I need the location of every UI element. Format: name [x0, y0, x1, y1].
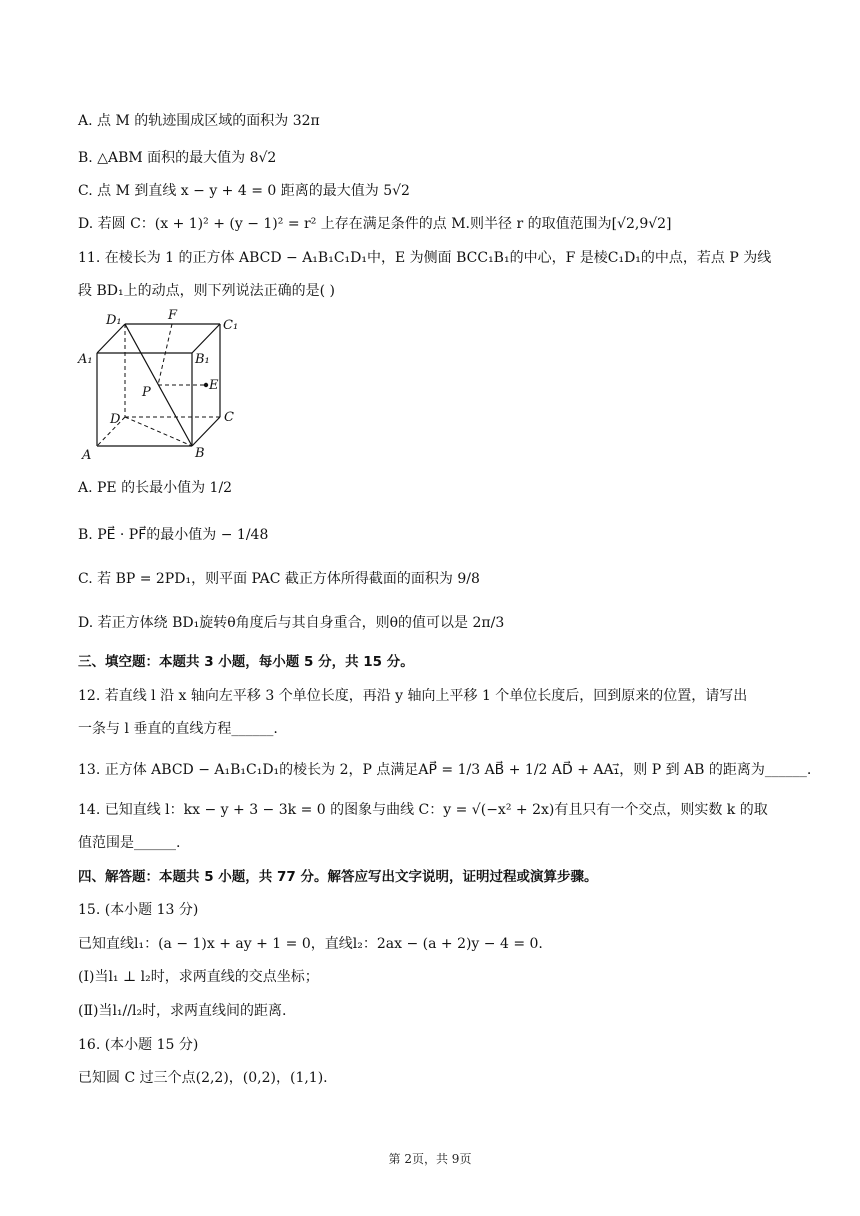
edge-b1-c1	[192, 324, 220, 353]
cube-diagram	[72, 305, 252, 465]
q11-option-b: B. PE⃗ · PF⃗的最小值为 − 1/48	[78, 527, 269, 543]
label-p: P	[142, 385, 151, 400]
q15-header: 15. (本小题 13 分)	[78, 902, 199, 918]
label-b: B	[195, 446, 205, 461]
q16-header: 16. (本小题 15 分)	[78, 1037, 199, 1053]
label-b1: B₁	[195, 352, 210, 367]
q10-option-a: A. 点 M 的轨迹围成区域的面积为 32π	[78, 113, 320, 129]
q11-option-a: A. PE 的长最小值为 1/2	[78, 480, 233, 496]
point-e	[204, 383, 208, 387]
q11-option-d: D. 若正方体绕 BD₁旋转θ角度后与其自身重合，则θ的值可以是 2π/3	[78, 615, 505, 631]
label-a: A	[82, 448, 92, 463]
q11-option-c: C. 若 BP = 2PD₁，则平面 PAC 截正方体所得截面的面积为 9/8	[78, 571, 480, 587]
edge-a1-d1	[97, 324, 125, 353]
q10-option-d: D. 若圆 C：(x + 1)² + (y − 1)² = r² 上存在满足条件的点 M.则半径 r 的取值范围为[√2,9√2]	[78, 216, 672, 232]
label-a1: A₁	[78, 352, 93, 367]
label-c1: C₁	[223, 318, 239, 333]
edge-b-c	[192, 417, 220, 446]
q11-stem-line-2: 段 BD₁上的动点，则下列说法正确的是( )	[78, 283, 335, 299]
section-4-heading: 四、解答题：本题共 5 小题，共 77 分。解答应写出文字说明，证明过程或演算步骤。	[78, 869, 598, 885]
q14-line-1: 14. 已知直线 l：kx − y + 3 − 3k = 0 的图象与曲线 C：y = √(−x² + 2x)有且只有一个交点，则实数 k 的取	[78, 802, 768, 818]
segment-d-b	[125, 417, 192, 446]
page-footer: 第 2页，共 9页	[388, 1152, 472, 1166]
label-e: E	[209, 378, 219, 393]
q13: 13. 正方体 ABCD − A₁B₁C₁D₁的棱长为 2，P 点满足AP⃗ = 1/3 AB⃗ + 1/2 AD⃗ + AA₁⃗，则 P 到 AB 的距离为______.	[78, 762, 812, 778]
label-d1: D₁	[106, 313, 122, 328]
q11-stem-line-1: 11. 在棱长为 1 的正方体 ABCD − A₁B₁C₁D₁中，E 为侧面 BCC₁B₁的中心，F 是棱C₁D₁的中点，若点 P 为线	[78, 250, 772, 266]
label-d: D	[110, 412, 121, 427]
q15-stem: 已知直线l₁：(a − 1)x + ay + 1 = 0，直线l₂：2ax − (a + 2)y − 4 = 0.	[78, 936, 543, 952]
label-c: C	[224, 410, 234, 425]
q16-stem: 已知圆 C 过三个点(2,2)，(0,2)，(1,1).	[78, 1070, 328, 1086]
section-3-heading: 三、填空题：本题共 3 小题，每小题 5 分，共 15 分。	[78, 654, 414, 670]
segment-f-p	[158, 324, 172, 385]
q15-part-1: (Ⅰ)当l₁ ⊥ l₂时，求两直线的交点坐标；	[78, 969, 319, 985]
q12-line-2: 一条与 l 垂直的直线方程______.	[78, 721, 278, 737]
q12-line-1: 12. 若直线 l 沿 x 轴向左平移 3 个单位长度，再沿 y 轴向上平移 1 个单位长度后，回到原来的位置，请写出	[78, 688, 748, 704]
q10-option-c: C. 点 M 到直线 x − y + 4 = 0 距离的最大值为 5√2	[78, 183, 410, 199]
q14-line-2: 值范围是______.	[78, 835, 181, 851]
label-f: F	[168, 308, 178, 323]
q15-part-2: (Ⅱ)当l₁//l₂时，求两直线间的距离.	[78, 1003, 287, 1019]
q10-option-b: B. △ABM 面积的最大值为 8√2	[78, 150, 277, 166]
